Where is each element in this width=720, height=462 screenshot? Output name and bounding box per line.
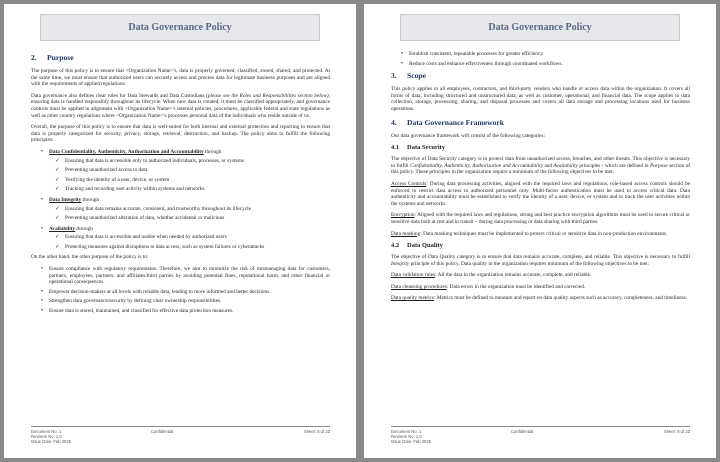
- check-item: ✓ Ensuring that data is accessible only to authorized individuals, processes, or systems: [55, 158, 330, 165]
- list-item: • Strengthen data governance/security by defining clear ownership responsibilities.: [41, 298, 330, 305]
- confidential-label: Confidential: [511, 429, 534, 434]
- list-item: • Empower decision-makers at all levels with reliable data, leading to more informed and better decisions.: [41, 289, 330, 296]
- document-page-6: [364, 4, 716, 458]
- section-heading-scope: 3. Scope: [391, 71, 426, 81]
- paragraph: This policy applies to all employees, contractors, and third-party vendors who handle or access data within the organization. It covers all forms of data, including structured and unstructured data, as well as customer, operational, and financial data. The scope applies to data collection, storage, processing, sharing, and disposal processes and covers all data storage and processing locations used for business operations.: [391, 86, 690, 112]
- page-header-title: Data Governance Policy: [40, 14, 320, 41]
- check-item: ✓ Verifying the identity of a user, device, or system: [55, 177, 330, 184]
- sheet-number: Sheet: 6 of 23: [663, 429, 690, 434]
- paragraph: Data masking: Data masking techniques must be implemented to protect critical or sensitive data in non-production environments.: [391, 230, 668, 237]
- list-item: • Reduce costs and enhance effectiveness through coordinated workflows.: [401, 61, 690, 68]
- paragraph: Encryption: Aligned with the required laws and regulations, strong and best practice encryption algorithms must be used to secure critical or sensitive data both at rest and in transit – during data processing or data sharing with third parties.: [391, 212, 690, 225]
- list-item: • Establish consistent, repeatable processes for greater efficiency.: [401, 51, 690, 58]
- paragraph: The objective of Data Quality category is to ensure that data remains accurate, complete, and reliable. This objective is necessary to fulfill Integrity principle of this policy. Data quality in the organization requires minimum of the following objectives to be met:: [391, 254, 690, 267]
- check-item: ✓ Protecting measures against disruptions to data access, such as system failures or cyberattacks: [55, 244, 330, 251]
- paragraph: The objective of Data Security category is to protect data from unauthorized access, breaches, and other threats. This objective is necessary to fulfill Confidentiality, Authenticity, Authorization and Accountability and Availability principles - which are defined in Purpose section of this policy. These principles in the organization require a minimum of the following objectives to be met:: [391, 156, 690, 176]
- page-footer: Document No. 1 Revision No: 1.0 Issue Date: Feb 2025 Confidential Sheet: 6 of 23: [391, 426, 690, 444]
- paragraph: The purpose of this policy is to ensure that <Organization Name>'s, data is properly governed, classified, stored, shared, and protected. At the same time, we must ensure that authorized users can securely access and process data for legitimate business purposes and are aligned with the requirements of applied regulations.: [31, 68, 330, 88]
- check-item: ✓ Preventing unauthorized alteration of data, whether accidental or malicious: [55, 215, 330, 222]
- list-item: • Ensure compliance with regulatory requirements. Therefore, we aim to minimize the risk of mismanaging data for customers, partners, employees, partners, and affiliates/third parties by avoiding potential fines, reputational harm, and other financial or operational consequences.: [41, 266, 330, 286]
- purpose-list: [41, 266, 330, 315]
- section-heading-purpose: 2. Purpose: [31, 53, 74, 62]
- continued-list: [401, 51, 690, 67]
- paragraph: Data validation rules: All the data in the organization remains accurate, complete, and reliable.: [391, 272, 592, 279]
- paragraph: On the other hand, the other purpose of the policy is to:: [31, 254, 149, 261]
- paragraph: Access Controls: During data processing activities, aligned with the required laws and regulations, role-based access controls should be enforced to restrict data access to authorized personnel only. Multi-factor authentication must be used to access critical data. Data authenticity and accountability must be established to verify the identity of a user, device, or system and to track the user activities within the systems and networks.: [391, 180, 690, 207]
- sheet-number: Sheet: 5 of 23: [303, 429, 330, 434]
- page-footer: Document No. 1 Revision No: 1.0 Issue Date: Feb 2025 Confidential Sheet: 5 of 23: [31, 426, 330, 444]
- page-body: [31, 51, 330, 319]
- list-item: • Data Integrity through ✓ Ensuring that data remains accurate, consistent, and trustworthy throughout its lifecycle ✓ Preventing unauthorized alteration of data, whether accidental or malicious: [41, 197, 330, 222]
- subsection-heading-data-quality: 4.2 Data Quality: [391, 242, 443, 250]
- section-heading-framework: 4. Data Governance Framework: [391, 117, 505, 127]
- paragraph: Data governance also defines clear roles for Data Stewards and Data Custodians (please see the Roles and Responsibilities section below), ensuring data is handled responsibly throughout its lifecycle. When new data is created, it must be classified appropriately, and governance controls must be applied in alignment with <Organization Name>'s internal policies, procedures, applicable federal and state regulations as well as other country regulations where <Organization Name>'s processes personal data of the individuals who reside outside of us.: [31, 92, 330, 119]
- check-item: ✓ Ensuring that data remains accurate, consistent, and trustworthy throughout its lifecycle: [55, 206, 330, 213]
- list-item: • Availability through ✓ Ensuring that data is accessible and usable when needed by authorized users ✓ Protecting measures against disruptions to data access, such as system failures or cyberattacks: [41, 226, 330, 251]
- principles-list: [41, 149, 330, 251]
- document-page-5: [4, 4, 356, 458]
- check-item: ✓ Preventing unauthorized access to data: [55, 167, 330, 174]
- paragraph: Data cleansing procedures: Data errors in the organization must be identified and corrected.: [391, 283, 586, 290]
- paragraph: Data quality metrics: Metrics must be defined to measure and report on data quality aspects such as accuracy, completeness, and timeliness.: [391, 295, 688, 302]
- paragraph: Our data governance framework will consist of the following categories:: [391, 132, 546, 139]
- page-header-title: Data Governance Policy: [400, 14, 680, 41]
- subsection-heading-data-security: 4.1 Data Security: [391, 144, 446, 152]
- confidential-label: Confidential: [151, 429, 174, 434]
- list-item: • Data Confidentiality, Authenticity, Authorization and Accountability through ✓ Ensuring that data is accessible only to authorized individuals, processes, or systems ✓ Preventing unauthorized access to data ✓ Verifying the identity of a user, device, or system ✓ Tracking and recording user activity within systems and networks: [41, 149, 330, 193]
- check-item: ✓ Ensuring that data is accessible and usable when needed by authorized users: [55, 234, 330, 241]
- paragraph: Overall, the purpose of this policy is to ensure that data is well-suited for both internal and external protection and reporting to ensure that data is properly categorized for security, privacy, storage, retrieval, destruction, and backup. The policy aims to fulfill the following principles:: [31, 124, 330, 144]
- check-item: ✓ Tracking and recording user activity within systems and networks: [55, 186, 330, 193]
- page-body: [391, 51, 690, 307]
- list-item: • Ensure data is stored, maintained, and classified for effective data protection measures.: [41, 308, 330, 315]
